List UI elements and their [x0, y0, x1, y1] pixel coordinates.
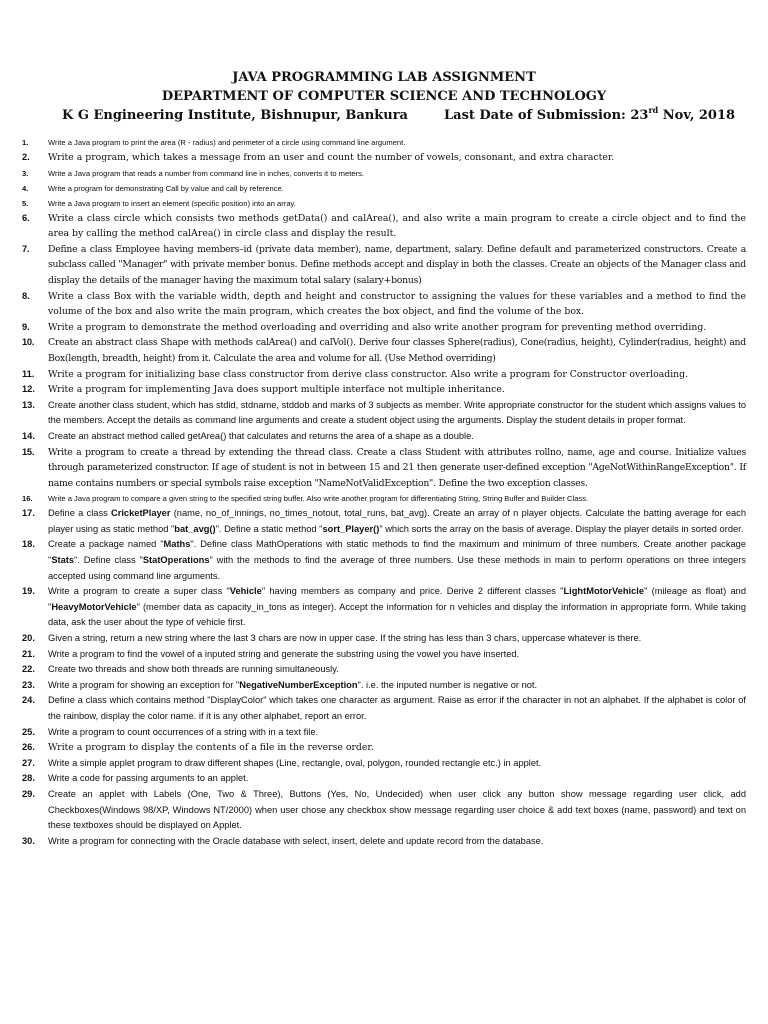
item-number: 7. — [22, 243, 30, 254]
list-item — [0, 211, 768, 242]
item-text: Create an applet with Labels (One, Two & Three), Buttons (Yes, No, Undecided) when user click any button show message regarding user click, add Checkboxes(Windows 98/XP, Windows NT/2000) when user chose any checkbox show message regarding user choice & add text boxes (name, password) and text on these textboxes should be displayed on Applet. — [48, 788, 746, 831]
item-text: Write a Java program to compare a given string to the specified string buffer. Also write another program for differentiating String, String Buffer and Builder Class. — [48, 494, 589, 504]
item-number: 20. — [22, 633, 35, 644]
list-item — [0, 382, 768, 398]
item-text: Write a program to count occurrences of a string with in a text file. — [48, 726, 319, 737]
submission-suffix-sup: rd — [648, 105, 659, 115]
text-segment: ". i.e. the inputed number is negative or not. — [357, 679, 538, 690]
item-text: Define a class Employee having members–id (private data member), name, department, salary. Define default and parameterized constructors. Create a subclass called "Manager" with private member bonus. Define methods accept and display in both the classes. Create an objects of the Manager class and display the details of the manager having the maximum total salary (salary+bonus) — [48, 243, 746, 286]
item-text: Create two threads and show both threads are running simultaneously. — [48, 664, 339, 675]
list-item — [0, 429, 768, 445]
item-text: Write a program for initializing base class constructor from derive class constructor. Also write a program for Constructor overloading. — [48, 368, 689, 380]
item-number: 14. — [22, 430, 35, 441]
item-number: 9. — [22, 321, 30, 332]
item-text: Write a program for implementing Java does support multiple interface not multiple inheritance. — [48, 384, 505, 396]
list-item — [0, 445, 768, 492]
list-item — [0, 787, 768, 834]
list-item — [0, 181, 768, 196]
item-number: 13. — [22, 399, 35, 410]
text-segment: " with the methods to find the average of three numbers. Use these methods in main to perform operations on three integers accepted using command line arguments. — [48, 555, 746, 581]
submission-suffix: Nov, 2018 — [658, 108, 736, 123]
submission-date — [444, 106, 735, 125]
item-number: 5. — [22, 198, 29, 208]
item-number: 1. — [22, 138, 29, 147]
list-item — [0, 584, 768, 631]
item-number: 19. — [22, 586, 35, 597]
item-text: Write a program to display the contents of a file in the reverse order. — [48, 742, 374, 754]
item-number: 28. — [22, 773, 35, 784]
item-number: 3. — [22, 168, 29, 178]
bold-term: sort_Player() — [322, 523, 380, 534]
item-number: 21. — [22, 648, 35, 659]
text-segment: " (member data as capacity_in_tons as integer). Accept the information for n vehicles and display the information in appropriate form. While taking data, ask the user about the type of vehicle first. — [48, 601, 746, 628]
item-text: Given a string, return a new string where the last 3 chars are now in upper case. If the string has less than 3 chars, uppercase whatever is there. — [48, 633, 642, 644]
institute-line — [0, 106, 768, 125]
list-item — [0, 166, 768, 181]
list-item — [0, 335, 768, 366]
item-number: 6. — [22, 212, 30, 223]
list-item — [0, 693, 768, 724]
submission-prefix: Last Date of Submission: 23 — [444, 108, 649, 123]
text-segment: " (mileage as float) and " — [48, 586, 746, 612]
list-item — [0, 506, 768, 537]
item-text — [48, 506, 746, 537]
text-segment: Create a package named " — [48, 539, 164, 550]
list-item — [0, 289, 768, 320]
item-text: Create an abstract class Shape with methods calArea() and calVol(). Derive four classes Sphere(radius), Cone(radius, height), Cylinder(radius, height) and Box(length, breadth, height) from it. Calculate the area and volume for all. (Use Method overriding) — [48, 337, 746, 364]
assignment-title: JAVA PROGRAMMING LAB ASSIGNMENT — [232, 70, 536, 85]
item-number: 23. — [22, 679, 35, 690]
department-title: DEPARTMENT OF COMPUTER SCIENCE AND TECHNOLOGY — [161, 89, 607, 104]
item-number: 16. — [22, 494, 33, 504]
item-text: Write a program to create a thread by extending the thread class. Create a class Student with attributes rollno, name, age and course. Initialize values through parameterized constructor. If age of student is not in between 15 and 21 then generate user-defined exception "AgeNotWithinRangeException". If name contains numbers or special symbols raise exception "NameNotValidException". Define the two exception classes. — [48, 446, 746, 489]
item-text — [48, 584, 746, 631]
institute-name: K G Engineering Institute, Bishnupur, Bankura — [62, 108, 408, 123]
text-segment: ". Define a static method " — [215, 523, 323, 534]
item-number: 29. — [22, 788, 35, 799]
list-item — [0, 491, 768, 506]
item-text: Write a Java program that reads a number from command line in inches, converts it to meters. — [48, 168, 364, 178]
item-number: 8. — [22, 290, 30, 301]
item-text: Write a simple applet program to draw different shapes (Line, rectangle, oval, polygon, rounded rectangle etc.) in applet. — [48, 757, 542, 768]
item-text: Write a Java program to insert an element (specific position) into an array. — [48, 198, 296, 208]
item-number: 11. — [22, 368, 35, 379]
bold-term: LightMotorVehicle — [563, 586, 645, 597]
item-text: Write a program to find the vowel of a inputed string and generate the substring using the vowel you have inserted. — [48, 648, 520, 659]
item-text: Write a program to demonstrate the method overloading and overriding and also write another program for preventing method overriding. — [48, 321, 707, 333]
item-number: 18. — [22, 539, 35, 550]
text-segment: Write a program for showing an exception for " — [48, 679, 240, 690]
item-number: 4. — [22, 183, 29, 193]
item-text: Write a class Box with the variable width, depth and height and constructor to assigning the values for these variables and a method to find the volume of the box and also write the main program, which creates the box object, and find the volume of the box. — [48, 290, 746, 318]
item-number: 15. — [22, 446, 35, 457]
list-item — [0, 647, 768, 663]
item-number: 26. — [22, 742, 35, 753]
list-item — [0, 725, 768, 741]
item-number: 10. — [22, 337, 35, 348]
list-item — [0, 662, 768, 678]
item-number: 2. — [22, 152, 30, 162]
list-item — [0, 398, 768, 429]
bold-term: CricketPlayer — [111, 508, 171, 519]
item-number: 25. — [22, 726, 35, 737]
list-item — [0, 834, 768, 850]
list-item — [0, 135, 768, 150]
bold-term: HeavyMotorVehicle — [51, 601, 137, 612]
list-item — [0, 150, 768, 166]
list-item — [0, 756, 768, 772]
list-item — [0, 537, 768, 584]
list-item — [0, 320, 768, 336]
bold-term: StatOperations — [142, 555, 210, 566]
text-segment: ". Define class " — [74, 555, 143, 566]
list-item — [0, 631, 768, 647]
item-text: Write a Java program to print the area (R - radius) and perimeter of a circle using command line argument. — [48, 138, 406, 147]
item-text — [48, 537, 746, 584]
list-item — [0, 678, 768, 694]
bold-term: Stats — [51, 555, 75, 566]
item-number: 27. — [22, 757, 35, 768]
text-segment: Write a program to create a super class " — [48, 586, 230, 597]
assignment-list — [0, 135, 768, 849]
list-item — [0, 242, 768, 289]
item-number: 22. — [22, 664, 35, 675]
item-text: Write a class circle which consists two methods getData() and calArea(), and also write a main program to create a circle object and to find the area by calling the method calArea() in circle class and display the result. — [48, 212, 746, 240]
list-item — [0, 771, 768, 787]
item-text — [48, 678, 746, 694]
item-text: Create an abstract method called getArea() that calculates and returns the area of a shape as a double. — [48, 430, 474, 441]
text-segment: " having members as company and price. Derive 2 different classes " — [261, 586, 564, 597]
bold-term: bat_avg() — [174, 523, 216, 534]
item-text: Write a program for demonstrating Call by value and call by reference. — [48, 183, 284, 193]
item-number: 12. — [22, 384, 35, 395]
bold-term: Maths — [163, 539, 191, 550]
item-number: 24. — [22, 695, 35, 706]
document-header — [0, 68, 768, 125]
item-text: Write a program for connecting with the Oracle database with select, insert, delete and update record from the database. — [48, 835, 544, 846]
item-text: Write a code for passing arguments to an applet. — [48, 773, 249, 784]
list-item — [0, 367, 768, 383]
bold-term: NegativeNumberException — [239, 679, 358, 690]
item-number: 17. — [22, 508, 35, 519]
item-text: Create another class student, which has stdid, stdname, stddob and marks of 3 subjects as member. Write appropriate constructor for the student which assigns values to the members. Accept the details as command line arguments and create a student object using the arguments. Display the student details in proper format. — [48, 399, 746, 426]
list-item — [0, 196, 768, 211]
text-segment: " which sorts the array on the basis of average. Display the player details in sorted order. — [379, 523, 744, 534]
item-text: Define a class which contains method "DisplayColor" which takes one character as argument. Raise as error if the character in not an alphabet. If the alphabet is color of the rainbow, display the color name. if it is any other alphabet, report an error. — [48, 695, 746, 721]
item-number: 30. — [22, 835, 35, 846]
text-segment: ". Define class MathOperations with static methods to find the maximum and minimum of three numbers. Create another package " — [48, 539, 746, 566]
list-item — [0, 740, 768, 756]
bold-term: Vehicle — [229, 586, 262, 597]
item-text: Write a program, which takes a message from an user and count the number of vowels, consonant, and extra character. — [48, 152, 615, 163]
text-segment: Define a class — [48, 508, 112, 519]
text-segment: (name, no_of_innings, no_times_notout, total_runs, bat_avg). Create an array of n player objects. Calculate the batting average for each player using as static method " — [48, 508, 746, 534]
